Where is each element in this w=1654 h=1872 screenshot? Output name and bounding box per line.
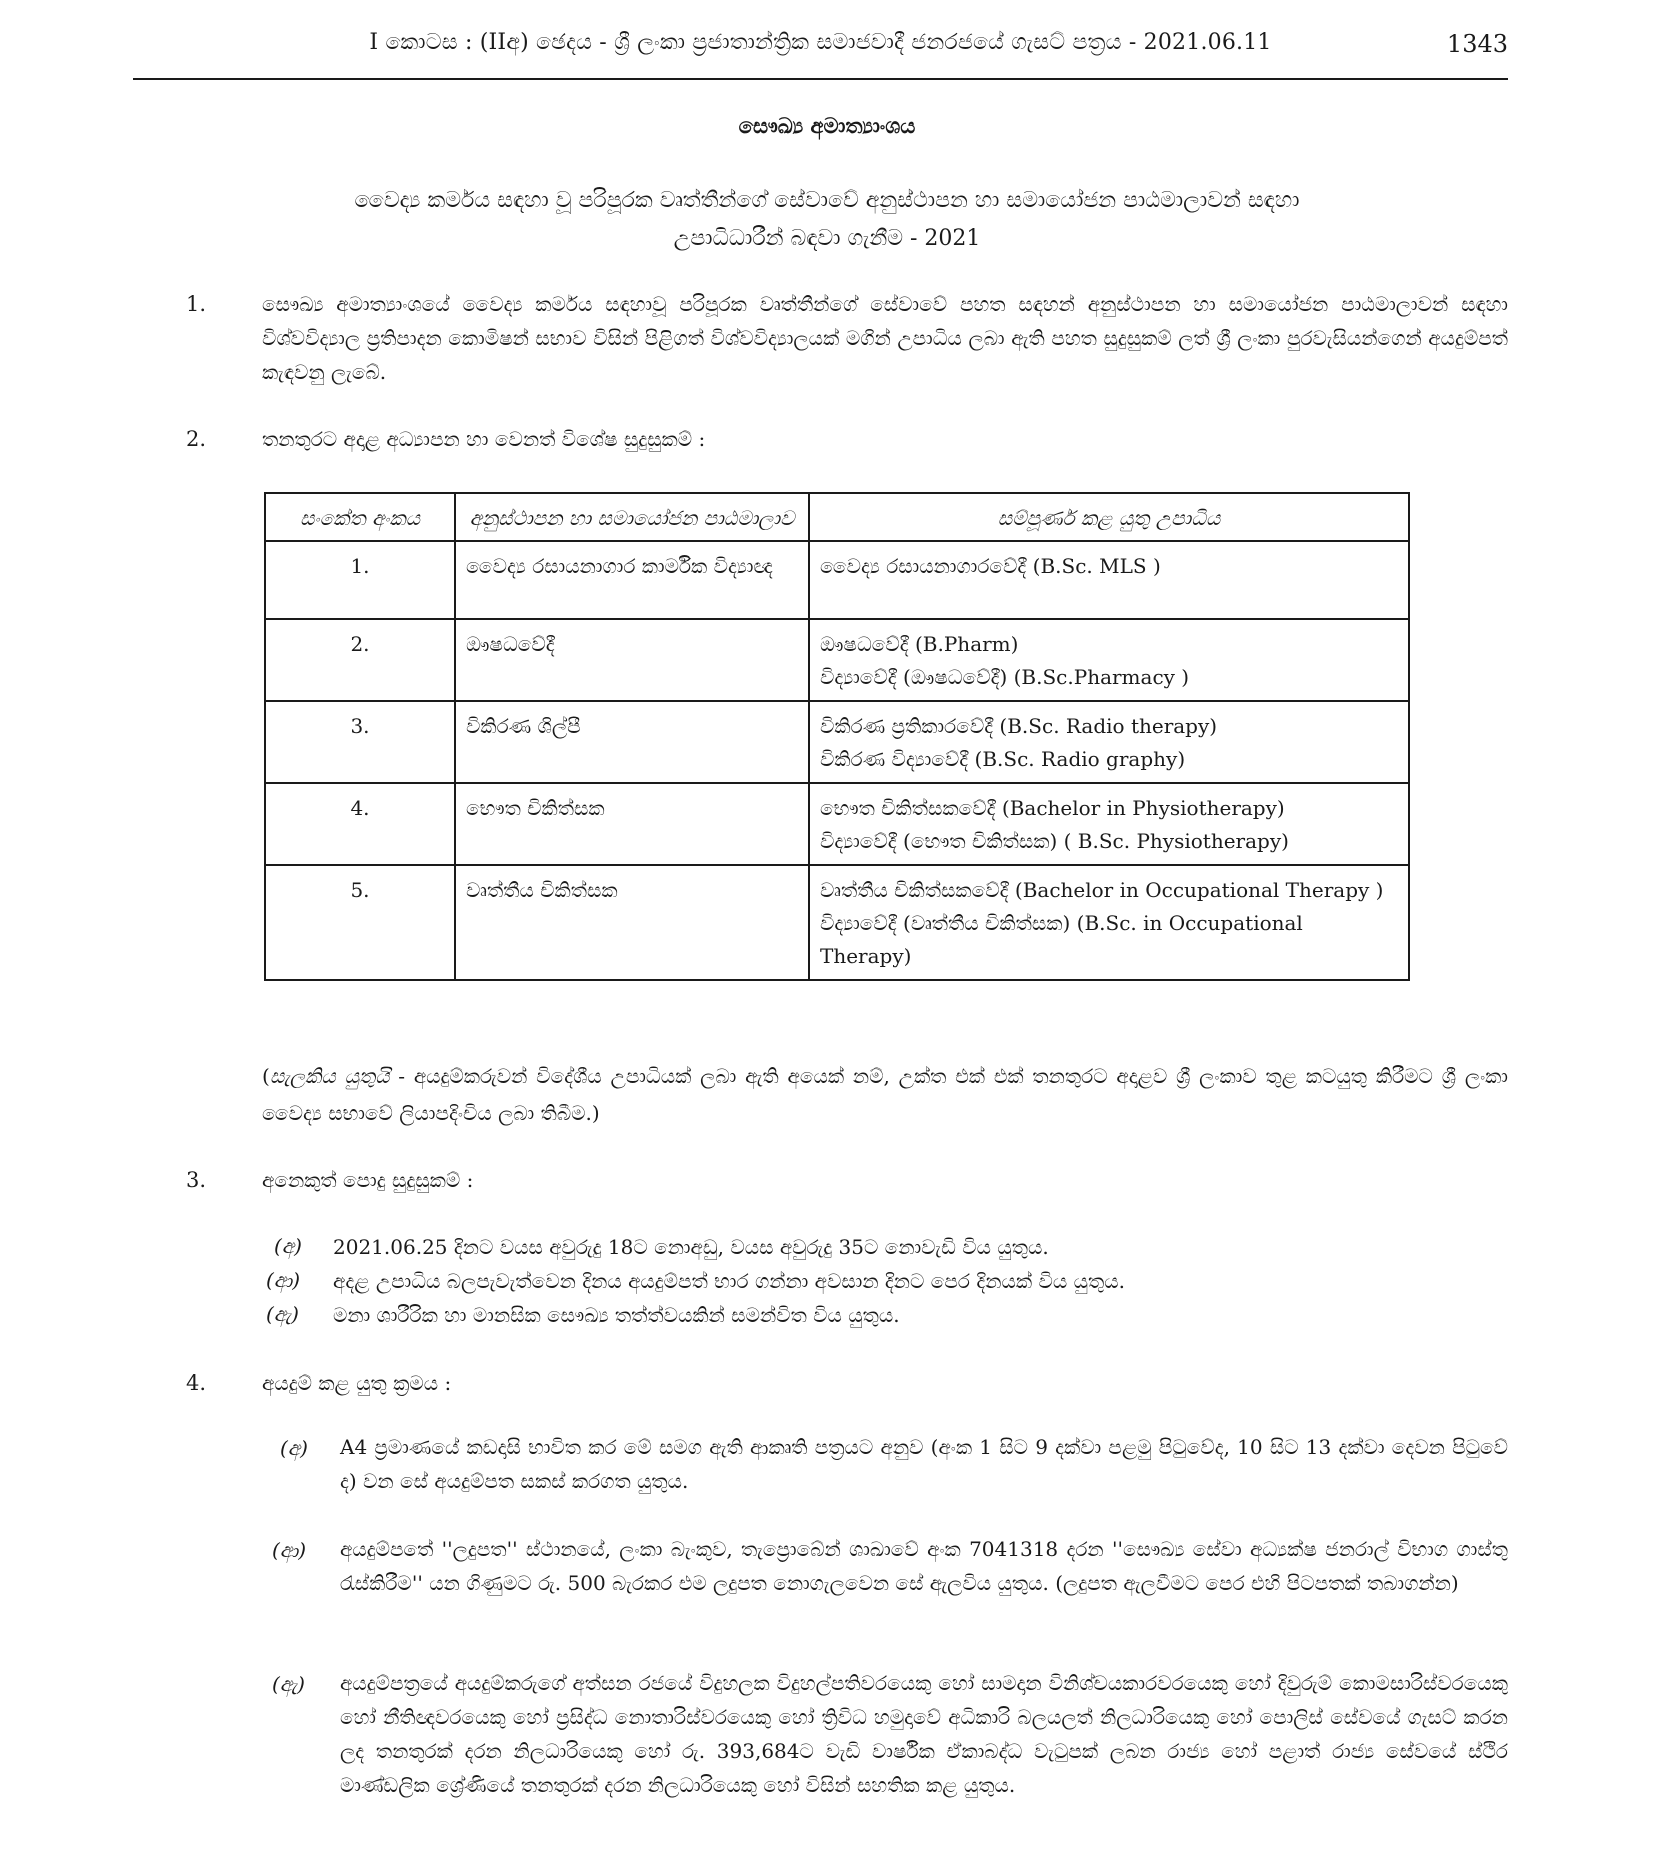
note-lead: සැලකිය යුතුයි [269,1064,390,1088]
section-3-text: අනෙකුත් පොදු සුදුසුකම් : [262,1168,474,1192]
row-code: 3. [265,701,455,783]
row-course: වෛද්‍ය රසායනාගාර කාර්මික විද්‍යාඥ [455,541,809,619]
section-2-text: තනතුරට අදාළ අධ්‍යාපන හා වෙනත් විශේෂ සුදුසුකම් : [262,427,706,451]
row-degrees [809,865,1409,980]
row-course: විකිරණ ශිල්පී [455,701,809,783]
item-mark: (ආ) [272,1538,307,1562]
page-header [133,22,1508,78]
section-1-text: සෞඛ්‍ය අමාත්‍යාංශයේ වෛද්‍ය කර්මය සඳහාවූ පරිපූරක වෘත්තීන්ගේ සේවාවේ පහත සඳහන් අනුස්ථාපන හා සමායෝජන පාඨමාලාවන් සඳහා විශ්වවිද්‍යාල ප්‍රතිපාදන කොමිෂන් සභාව විසින් පිළිගත් විශ්වවිද්‍යාලයක් මගින් උපාධිය ලබා ඇති පහත සුදුසුකම් ලත් ශ්‍රී ලංකා පුරවැසියන්ගෙන් අයදුම්පත් කැඳවනු ලැබේ. [262,292,1508,384]
degree-line: විද්‍යාවේදී (ඖෂධවේදී) (B.Sc.Pharmacy ) [820,665,1190,689]
row-degrees [809,701,1409,783]
row-code: 2. [265,619,455,701]
degree-line: භෞත චිකිත්සකවේදී (Bachelor in Physiotherapy) [820,796,1285,820]
document-title [180,182,1474,258]
row-course: භෞත චිකිත්සක [455,783,809,865]
row-degrees [809,619,1409,701]
degree-line: විකිරණ විද්‍යාවේදී (B.Sc. Radio graphy) [820,747,1186,771]
page-number: 1343 [1446,30,1508,58]
table-row [265,541,1409,619]
item-mark: (අ) [274,1234,302,1258]
row-course: ඖෂධවේදී [455,619,809,701]
table-row [265,619,1409,701]
row-degrees [809,541,1409,619]
general-requirement-item: 2021.06.25 දිනට වයස අවුරුදු 18ට නොඅඩු, වයස අවුරුදු 35ට නොවැඩි විය යුතුය. [333,1235,1049,1259]
degree-line: විද්‍යාවේදී (භෞත චිකිත්සක) ( B.Sc. Physiotherapy) [820,829,1289,853]
header-code: සංකේත අංකය [265,493,455,541]
application-method-item: අයදුම්පත්‍රයේ අයදුම්කරුගේ අත්සන රජයේ විදුහලක විදුහල්පතිවරයෙකු හෝ සාමදාන විනිශ්චයකාරවරයෙකු හෝ දිවුරුම් කොමසාරිස්වරයෙකු හෝ නීතිඥවරයෙකු හෝ ප්‍රසිද්ධ නොතාරිස්වරයෙකු හෝ ත්‍රිවිධ හමුදාවේ අධිකාරි බලයලත් නිලධාරියෙකු හෝ පොලිස් සේවයේ ගැසට් කරන ලද තනතුරක් දරන නිලධාරියෙකු හෝ රු. 393,684ට වැඩි වාර්ෂික ඒකාබද්ධ වැටුපක් ලබන රාජ්‍ය හෝ පළාත් රාජ්‍ය සේවයේ ස්ථිර මාණ්ඩලික ශ්‍රේණියේ තනතුරක් දරන නිලධාරියෙකු හෝ විසින් සහතික කළ යුතුය. [340,1671,1508,1797]
general-requirement-item: අදළ උපාධිය බලපැවැත්වෙන දිනය අයදුම්පත් භාර ගන්නා අවසාන දිනට පෙර දිනයක් විය යුතුය. [333,1269,1125,1293]
table-row [265,783,1409,865]
header-rule [133,78,1508,80]
header-degree: සම්පූර්ණ කළ යුතු උපාධිය [809,493,1409,541]
item-mark: (ඇ) [266,1302,299,1326]
row-course: වෘත්තීය චිකිත්සක [455,865,809,980]
application-method-item: A4 ප්‍රමාණයේ කඩදාසි භාවිත කර මේ සමග ඇති ආකෘති පත්‍රයට අනුව (අංක 1 සිට 9 දක්වා පළමු පිටුවේද, 10 සිට 13 දක්වා දෙවන පිටුවේ ද) වන සේ අයදුම්පත සකස් කරගත යුතුය. [340,1435,1508,1493]
section-2-number: 2. [186,427,207,451]
table-row [265,701,1409,783]
degree-line: විද්‍යාවේදී (වෘත්තීය චිකිත්සක) (B.Sc. in Occupational Therapy) [820,911,1303,968]
item-mark: (අ) [280,1436,308,1460]
row-degrees [809,783,1409,865]
header-title: I කොටස : (IIඅ) ඡෙදය - ශ්‍රී ලංකා ප්‍රජාතාන්ත්‍රික සමාජවාදී ජනරජයේ ගැසට් පත්‍රය - 2021.06.11 [369,30,1272,55]
note-open-paren: ( [262,1064,270,1088]
item-mark: (ආ) [266,1268,301,1292]
section-4-number: 4. [186,1371,207,1395]
general-requirement-item: මනා ශාරීරික හා මානසික සෞඛ්‍ය තත්ත්වයකින් සමන්විත විය යුතුය. [333,1303,900,1327]
item-mark: (ඇ) [272,1672,305,1696]
section-1-number: 1. [186,292,207,316]
degree-line: වෛද්‍ය රසායනාගාරවේදී (B.Sc. MLS ) [820,554,1161,578]
degree-line: ඖෂධවේදී (B.Pharm) [820,632,1019,656]
row-code: 1. [265,541,455,619]
row-code: 4. [265,783,455,865]
section-4-text: අයදුම් කළ යුතු ක්‍රමය : [262,1371,452,1395]
ministry-heading: සෞඛ්‍ය අමාත්‍යාංශය [738,113,916,138]
degree-line: විකිරණ ප්‍රතිකාරවේදී (B.Sc. Radio therapy) [820,714,1218,738]
header-course: අනුස්ථාපන හා සමායෝජන පාඨමාලාව [455,493,809,541]
qualifications-table [264,492,1410,981]
foreign-degree-note [262,1058,1508,1132]
section-3-number: 3. [186,1168,207,1192]
table-header-row [265,493,1409,541]
note-text: - අයදුම්කරුවන් විදේශීය උපාධියක් ලබා ඇති අයෙක් නම්, උක්ත එක් එක් තනතුරට අදාළව ශ්‍රී ලංකාව තුළ කටයුතු කිරීමට ශ්‍රී ලංකා වෛද්‍ය සභාවේ ලියාපදිංචිය ලබා තිබීම.) [262,1064,1508,1125]
document-title-line-2: උපාධිධාරීන් බඳවා ගැනීම - 2021 [673,226,981,251]
row-code: 5. [265,865,455,980]
table-row [265,865,1409,980]
document-title-line-1: වෛද්‍ය කර්මය සඳහා වූ පරිපූරක වෘත්තීන්ගේ සේවාවේ අනුස්ථාපන හා සමායෝජන පාඨමාලාවන් සඳහා [354,188,1300,213]
application-method-item: අයදුම්පතේ ''ලදුපත'' ස්ථානයේ, ලංකා බැංකුව, තැප්‍රොබේන් ශාඛාවේ අංක 7041318 දරන ''සෞඛ්‍ය සේවා අධ්‍යක්ෂ ජනරාල් විභාග ගාස්තු රැස්කිරීම'' යන ගිණුමට රු. 500 බැරකර එම ලදුපත නොගැලවෙන සේ ඇලවිය යුතුය. (ලදුපත ඇලවීමට පෙර එහි පිටපතක් තබාගන්න) [340,1537,1508,1595]
degree-line: වෘත්තීය චිකිත්සකවේදී (Bachelor in Occupational Therapy ) [820,878,1384,902]
